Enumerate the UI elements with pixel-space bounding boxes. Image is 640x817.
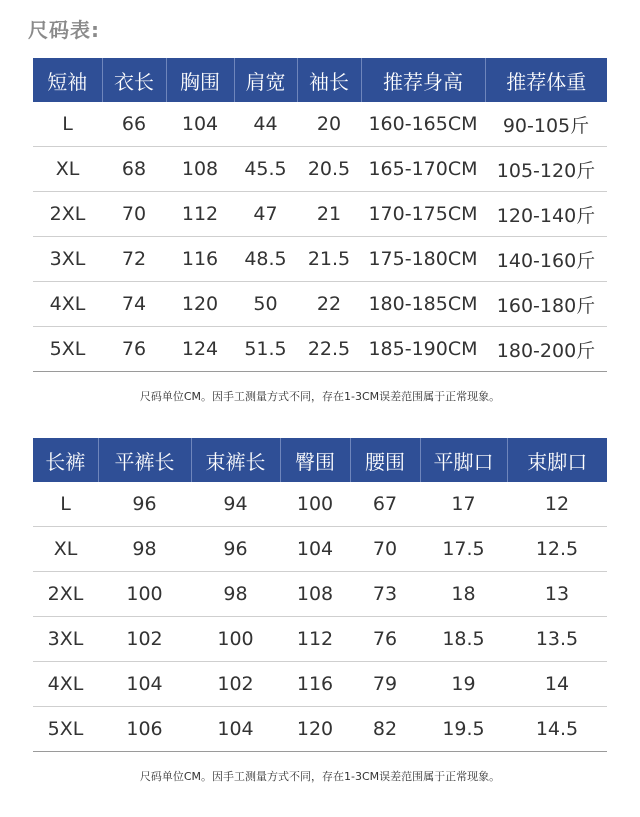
table-cell: 96 [98,482,191,527]
table-cell: 160-180斤 [485,282,607,327]
size-label-cell: 5XL [33,327,102,372]
table-cell: 68 [102,147,166,192]
column-header: 推荐身高 [361,58,485,102]
table-cell: 18.5 [420,617,507,662]
table-cell: 104 [166,102,234,147]
table-cell: 165-170CM [361,147,485,192]
size-label-cell: 2XL [33,192,102,237]
table-cell: 96 [191,527,280,572]
table-cell: 102 [191,662,280,707]
size-label-cell: XL [33,527,98,572]
table-cell: 74 [102,282,166,327]
column-header: 短袖 [33,58,102,102]
table-row [33,282,607,327]
size-label-cell: 2XL [33,572,98,617]
table-cell: 100 [191,617,280,662]
table-cell: 170-175CM [361,192,485,237]
table-cell: 44 [234,102,297,147]
size-label-cell: L [33,102,102,147]
table-cell: 18 [420,572,507,617]
column-header: 臀围 [280,438,350,482]
table-cell: 116 [166,237,234,282]
pants-size-table [33,438,607,752]
page-title: 尺码表: [28,18,100,42]
table-row [33,192,607,237]
table-cell: 70 [350,527,420,572]
table-cell: 104 [280,527,350,572]
table-cell: 12.5 [507,527,607,572]
table-cell: 66 [102,102,166,147]
table-cell: 14 [507,662,607,707]
table-row [33,482,607,527]
table-cell: 17.5 [420,527,507,572]
table-cell: 13 [507,572,607,617]
table-cell: 20 [297,102,361,147]
table-cell: 98 [98,527,191,572]
table-cell: 140-160斤 [485,237,607,282]
table-cell: 73 [350,572,420,617]
column-header: 袖长 [297,58,361,102]
table-cell: 12 [507,482,607,527]
table-cell: 50 [234,282,297,327]
shirt-size-note: 尺码单位CM。因手工测量方式不同，存在1-3CM误差范围属于正常现象。 [139,390,501,403]
table-cell: 51.5 [234,327,297,372]
table-row [33,662,607,707]
column-header: 肩宽 [234,58,297,102]
table-cell: 48.5 [234,237,297,282]
table-cell: 13.5 [507,617,607,662]
table-row [33,147,607,192]
table-cell: 124 [166,327,234,372]
table-cell: 21 [297,192,361,237]
table-cell: 20.5 [297,147,361,192]
table-cell: 100 [280,482,350,527]
table-cell: 102 [98,617,191,662]
table-cell: 106 [98,707,191,752]
table-cell: 120 [280,707,350,752]
table-header-row [33,58,607,102]
size-label-cell: 3XL [33,617,98,662]
column-header: 平裤长 [98,438,191,482]
column-header: 束裤长 [191,438,280,482]
column-header: 胸围 [166,58,234,102]
table-cell: 67 [350,482,420,527]
table-row [33,572,607,617]
table-cell: 112 [280,617,350,662]
table-cell: 100 [98,572,191,617]
table-cell: 180-200斤 [485,327,607,372]
table-cell: 185-190CM [361,327,485,372]
column-header: 长裤 [33,438,98,482]
size-label-cell: L [33,482,98,527]
table-cell: 22 [297,282,361,327]
table-cell: 79 [350,662,420,707]
table-row [33,527,607,572]
table-cell: 120-140斤 [485,192,607,237]
table-cell: 112 [166,192,234,237]
table-cell: 180-185CM [361,282,485,327]
table-cell: 76 [102,327,166,372]
table-cell: 45.5 [234,147,297,192]
pants-size-note: 尺码单位CM。因手工测量方式不同，存在1-3CM误差范围属于正常现象。 [139,770,501,783]
table-cell: 104 [191,707,280,752]
table-cell: 160-165CM [361,102,485,147]
table-cell: 47 [234,192,297,237]
table-cell: 120 [166,282,234,327]
table-cell: 90-105斤 [485,102,607,147]
table-cell: 94 [191,482,280,527]
size-label-cell: 3XL [33,237,102,282]
table-cell: 116 [280,662,350,707]
column-header: 衣长 [102,58,166,102]
table-cell: 82 [350,707,420,752]
column-header: 束脚口 [507,438,607,482]
column-header: 腰围 [350,438,420,482]
table-header-row [33,438,607,482]
table-cell: 22.5 [297,327,361,372]
size-label-cell: 5XL [33,707,98,752]
table-cell: 104 [98,662,191,707]
size-label-cell: 4XL [33,662,98,707]
table-row [33,102,607,147]
column-header: 推荐体重 [485,58,607,102]
table-cell: 175-180CM [361,237,485,282]
table-cell: 21.5 [297,237,361,282]
table-row [33,617,607,662]
table-row [33,237,607,282]
table-cell: 72 [102,237,166,282]
shirt-size-table [33,58,607,372]
table-cell: 105-120斤 [485,147,607,192]
table-row [33,327,607,372]
table-cell: 17 [420,482,507,527]
table-cell: 19.5 [420,707,507,752]
table-cell: 19 [420,662,507,707]
table-cell: 70 [102,192,166,237]
table-row [33,707,607,752]
table-cell: 14.5 [507,707,607,752]
column-header: 平脚口 [420,438,507,482]
table-cell: 108 [166,147,234,192]
size-label-cell: XL [33,147,102,192]
table-cell: 98 [191,572,280,617]
size-label-cell: 4XL [33,282,102,327]
table-cell: 76 [350,617,420,662]
table-cell: 108 [280,572,350,617]
